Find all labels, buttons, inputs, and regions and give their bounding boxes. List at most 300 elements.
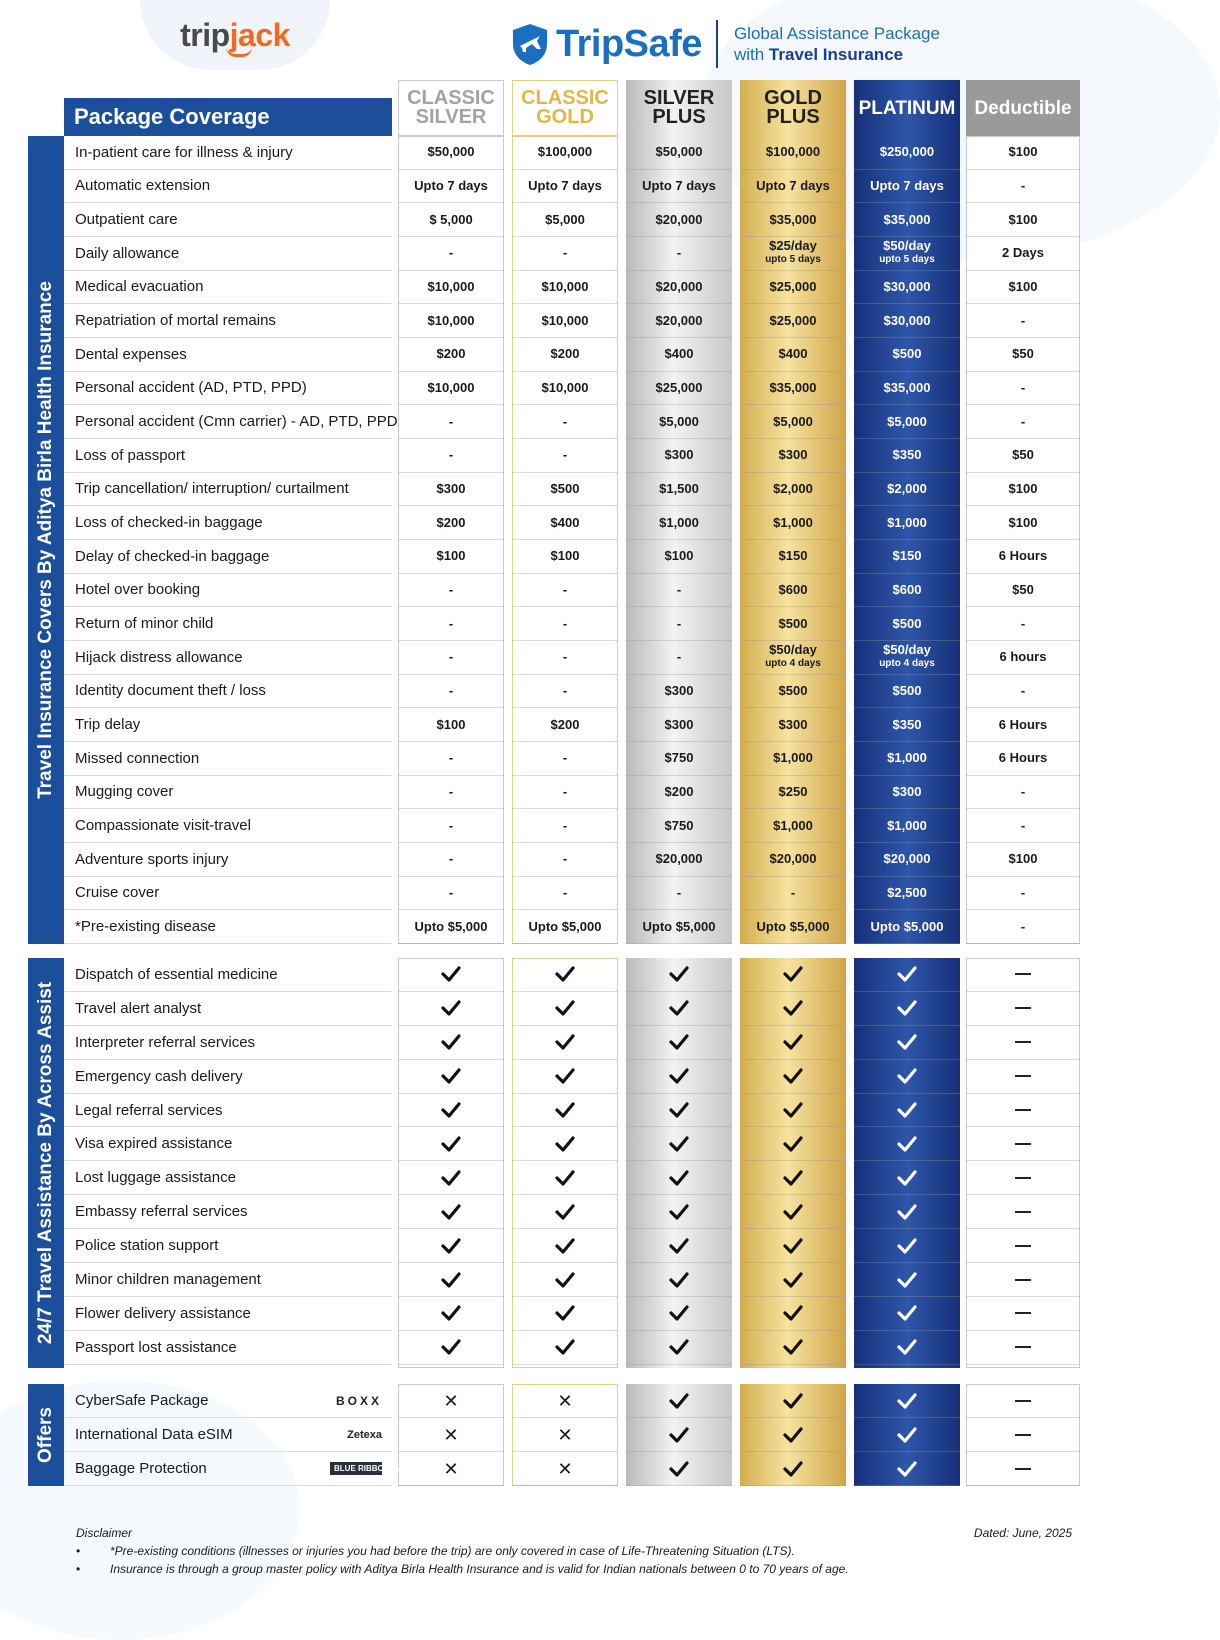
coverage-label: Return of minor child [64, 607, 392, 641]
check-icon [440, 997, 462, 1019]
cell-value: $30,000 [883, 312, 931, 328]
cell-value: $500 [892, 682, 922, 698]
assist-row [64, 1026, 1080, 1060]
value-deductible [966, 708, 1080, 742]
assist-classic-silver [398, 1026, 504, 1060]
cell-value: - [448, 817, 454, 833]
offer-deductible [966, 1452, 1080, 1486]
coverage-label: Dental expenses [64, 338, 392, 372]
cell-value: $750 [664, 750, 694, 766]
value-platinum [854, 203, 960, 237]
offer-platinum [854, 1418, 960, 1452]
value-classic-gold [512, 170, 618, 204]
col-header-gold-plus [740, 80, 846, 136]
assist-gold-plus [740, 1128, 846, 1162]
check-icon [668, 963, 690, 985]
coverage-row [64, 473, 1080, 507]
offer-gold-plus [740, 1452, 846, 1486]
cell-value: $35,000 [769, 211, 817, 227]
check-icon [440, 963, 462, 985]
assist-label: Travel alert analyst [64, 992, 392, 1026]
value-platinum [854, 675, 960, 709]
coverage-row [64, 405, 1080, 439]
assist-platinum [854, 958, 960, 992]
cell-value: $10,000 [541, 379, 589, 395]
cell-value: $300 [664, 682, 694, 698]
disclaimer-text-1: *Pre-existing conditions (illnesses or injuries you had before the trip) are only covered in case of Life-Threatening Situation (LTS). [110, 1544, 795, 1558]
disclaimer-text-2: Insurance is through a group master policy with Aditya Birla Health Insurance and is valid for Indian nationals between 0 to 70 years of age. [110, 1562, 849, 1576]
value-classic-silver [398, 574, 504, 608]
value-classic-gold [512, 607, 618, 641]
section-assist-text: 24/7 Travel Assistance By Across Assist [35, 981, 56, 1345]
check-icon [440, 1235, 462, 1257]
cell-subvalue: upto 5 days [879, 254, 935, 266]
value-classic-gold [512, 271, 618, 305]
assist-deductible [966, 1263, 1080, 1297]
coverage-label: Compassionate visit-travel [64, 809, 392, 843]
check-icon [896, 1133, 918, 1155]
assist-deductible [966, 1297, 1080, 1331]
value-deductible [966, 809, 1080, 843]
cell-value: - [448, 615, 454, 631]
cell-value: $ 5,000 [429, 211, 473, 227]
assist-row [64, 992, 1080, 1026]
cell-value: $50 [1012, 581, 1034, 597]
value-classic-gold [512, 641, 618, 675]
check-icon [896, 1269, 918, 1291]
check-icon [782, 1424, 804, 1446]
cell-value: - [562, 851, 568, 867]
value-classic-silver [398, 170, 504, 204]
cell-value: $300 [778, 447, 808, 463]
check-icon [896, 1424, 918, 1446]
value-deductible [966, 439, 1080, 473]
cell-value: $1,000 [773, 750, 813, 766]
cell-value: $500 [892, 346, 922, 362]
assist-label: Interpreter referral services [64, 1026, 392, 1060]
value-classic-silver [398, 506, 504, 540]
check-icon [896, 1458, 918, 1480]
value-deductible [966, 203, 1080, 237]
value-classic-gold [512, 708, 618, 742]
coverage-label: Trip delay [64, 708, 392, 742]
coverage-label: Trip cancellation/ interruption/ curtailment [64, 473, 392, 507]
value-classic-gold [512, 439, 618, 473]
assist-deductible [966, 1128, 1080, 1162]
assist-platinum [854, 1263, 960, 1297]
value-deductible [966, 271, 1080, 305]
assist-row [64, 1195, 1080, 1229]
cell-value: $250 [778, 783, 808, 799]
cell-value: $500 [778, 682, 808, 698]
check-icon [896, 1167, 918, 1189]
value-classic-gold [512, 203, 618, 237]
value-platinum [854, 574, 960, 608]
offer-label-cell [64, 1384, 392, 1418]
cell-value: - [1020, 413, 1026, 429]
cell-value: $50,000 [427, 144, 475, 160]
check-icon [782, 1099, 804, 1121]
bullet: • [76, 1562, 81, 1576]
cell-value: $5,000 [887, 413, 927, 429]
coverage-row [64, 809, 1080, 843]
cell-value: $100 [1008, 514, 1038, 530]
check-icon [782, 1167, 804, 1189]
check-icon [554, 1065, 576, 1087]
check-icon [896, 1235, 918, 1257]
value-gold-plus [740, 170, 846, 204]
value-silver-plus [626, 877, 732, 911]
check-icon [668, 1424, 690, 1446]
assist-row [64, 1161, 1080, 1195]
check-icon [668, 1201, 690, 1223]
value-classic-silver [398, 742, 504, 776]
coverage-label: Daily allowance [64, 237, 392, 271]
value-classic-silver [398, 910, 504, 944]
cell-value: Upto 7 days [528, 177, 602, 193]
cross-icon: ✕ [443, 1424, 459, 1445]
value-deductible [966, 170, 1080, 204]
cell-value: $100 [550, 548, 580, 564]
shield-plane-icon [510, 22, 550, 66]
offer-label-cell [64, 1452, 415, 1486]
dash-icon [1015, 1279, 1031, 1281]
value-deductible [966, 675, 1080, 709]
cell-value: $100 [1008, 278, 1038, 294]
value-platinum [854, 877, 960, 911]
section-offers-label [28, 1384, 64, 1486]
section-insurance-text: Travel Insurance Covers By Aditya Birla Health Insurance [35, 281, 56, 799]
value-classic-gold [512, 405, 618, 439]
cell-value: Upto 7 days [642, 177, 716, 193]
partner-logo: BOXX [335, 1393, 382, 1408]
cell-value: - [448, 682, 454, 698]
value-platinum [854, 304, 960, 338]
logo-text-trip: trip [180, 16, 230, 53]
cell-value: $1,000 [659, 514, 699, 530]
check-icon [782, 1390, 804, 1412]
cell-value: $20,000 [655, 312, 703, 328]
check-icon [782, 997, 804, 1019]
coverage-label: Mugging cover [64, 776, 392, 810]
value-silver-plus [626, 910, 732, 944]
cell-value: $100 [436, 716, 466, 732]
assist-row [64, 1297, 1080, 1331]
offer-deductible [966, 1418, 1080, 1452]
value-deductible [966, 338, 1080, 372]
col-header-line: PLATINUM [858, 97, 956, 119]
cell-value: $50,000 [655, 144, 703, 160]
value-gold-plus [740, 203, 846, 237]
col-header-classic-gold [512, 80, 618, 136]
cell-value: $2,000 [887, 480, 927, 496]
value-classic-gold [512, 237, 618, 271]
coverage-label: Hotel over booking [64, 574, 392, 608]
cell-subvalue: upto 4 days [765, 658, 821, 670]
value-classic-silver [398, 675, 504, 709]
cell-value: $100 [664, 548, 694, 564]
cell-value: $1,000 [773, 514, 813, 530]
offer-label: CyberSafe Package [75, 1392, 209, 1409]
value-classic-gold [512, 877, 618, 911]
value-platinum [854, 338, 960, 372]
offer-deductible [966, 1384, 1080, 1418]
cell-value: $750 [664, 817, 694, 833]
value-silver-plus [626, 271, 732, 305]
cell-value: $400 [550, 514, 580, 530]
cell-value: - [562, 581, 568, 597]
col-header-deductible [966, 80, 1080, 136]
cell-value: $300 [436, 480, 466, 496]
value-platinum [854, 708, 960, 742]
check-icon [554, 997, 576, 1019]
cross-icon: ✕ [557, 1458, 573, 1479]
assist-classic-silver [398, 1060, 504, 1094]
assist-classic-silver [398, 1161, 504, 1195]
disclaimer-title: Disclaimer [76, 1526, 133, 1540]
divider [716, 20, 718, 68]
cell-value: $10,000 [541, 312, 589, 328]
coverage-row [64, 742, 1080, 776]
dash-icon [1015, 1109, 1031, 1111]
package-coverage-header: Package Coverage [64, 98, 392, 136]
check-icon [440, 1031, 462, 1053]
cell-value: $400 [664, 346, 694, 362]
value-classic-silver [398, 304, 504, 338]
assist-silver-plus [626, 1128, 732, 1162]
coverage-row [64, 506, 1080, 540]
check-icon [554, 1031, 576, 1053]
check-icon [782, 1235, 804, 1257]
value-deductible [966, 843, 1080, 877]
offer-classic-silver [398, 1452, 504, 1486]
assist-classic-gold [512, 1331, 618, 1365]
assist-label: Visa expired assistance [64, 1128, 392, 1162]
cell-value: Upto 7 days [870, 177, 944, 193]
assist-deductible [966, 1094, 1080, 1128]
value-platinum [854, 607, 960, 641]
logo-text-jack: jack [229, 16, 290, 53]
check-icon [782, 1065, 804, 1087]
value-deductible [966, 506, 1080, 540]
cell-value: $300 [664, 716, 694, 732]
cell-value: $200 [550, 346, 580, 362]
cell-value: - [562, 817, 568, 833]
cell-value: $25/day [769, 238, 817, 254]
assist-silver-plus [626, 1297, 732, 1331]
assist-platinum [854, 1094, 960, 1128]
value-classic-gold [512, 574, 618, 608]
check-icon [896, 1390, 918, 1412]
check-icon [554, 1302, 576, 1324]
assist-classic-silver [398, 1195, 504, 1229]
value-classic-silver [398, 271, 504, 305]
offer-silver-plus [626, 1384, 732, 1418]
cell-value: - [562, 682, 568, 698]
offer-row [64, 1384, 1080, 1418]
cell-value: - [676, 884, 682, 900]
cell-value: - [1020, 312, 1026, 328]
assist-classic-gold [512, 992, 618, 1026]
cell-value: $50/day [769, 642, 817, 658]
dash-icon [1015, 1177, 1031, 1179]
assist-classic-gold [512, 1128, 618, 1162]
value-gold-plus [740, 136, 846, 170]
value-deductible [966, 405, 1080, 439]
assist-label: Passport lost assistance [64, 1331, 392, 1365]
cell-value: - [676, 581, 682, 597]
check-icon [554, 1269, 576, 1291]
value-gold-plus [740, 540, 846, 574]
coverage-row [64, 271, 1080, 305]
cell-value: - [562, 447, 568, 463]
value-classic-gold [512, 372, 618, 406]
cell-value: $10,000 [541, 278, 589, 294]
value-classic-gold [512, 910, 618, 944]
assist-label: Flower delivery assistance [64, 1297, 392, 1331]
coverage-row [64, 910, 1080, 944]
value-silver-plus [626, 473, 732, 507]
cell-value: $350 [892, 447, 922, 463]
assist-platinum [854, 1331, 960, 1365]
check-icon [440, 1269, 462, 1291]
value-gold-plus [740, 607, 846, 641]
value-platinum [854, 641, 960, 675]
check-icon [782, 1269, 804, 1291]
value-classic-silver [398, 405, 504, 439]
value-platinum [854, 372, 960, 406]
check-icon [896, 1099, 918, 1121]
coverage-row [64, 607, 1080, 641]
cell-value: - [448, 447, 454, 463]
cell-value: $100 [1008, 211, 1038, 227]
coverage-label: *Pre-existing disease [64, 910, 392, 944]
value-gold-plus [740, 843, 846, 877]
cell-value: $600 [778, 581, 808, 597]
coverage-row [64, 877, 1080, 911]
tagline [734, 23, 940, 65]
check-icon [896, 963, 918, 985]
check-icon [668, 1099, 690, 1121]
value-deductible [966, 607, 1080, 641]
offer-silver-plus [626, 1418, 732, 1452]
value-deductible [966, 237, 1080, 271]
assist-classic-gold [512, 1060, 618, 1094]
cell-value: - [1020, 918, 1026, 934]
cell-value: $35,000 [883, 211, 931, 227]
cell-value: $50/day [883, 642, 931, 658]
dash-icon [1015, 1434, 1031, 1436]
cell-subvalue: upto 4 days [879, 658, 935, 670]
col-header-line: CLASSIC [407, 87, 495, 109]
value-classic-gold [512, 675, 618, 709]
value-deductible [966, 910, 1080, 944]
cell-value: - [448, 649, 454, 665]
offer-classic-gold [512, 1384, 618, 1418]
section-insurance-label [28, 136, 64, 944]
check-icon [782, 1336, 804, 1358]
assist-gold-plus [740, 1060, 846, 1094]
cell-value: Upto 7 days [414, 177, 488, 193]
assist-classic-gold [512, 958, 618, 992]
check-icon [554, 1133, 576, 1155]
check-icon [668, 1302, 690, 1324]
assist-platinum [854, 1128, 960, 1162]
cell-value: $1,000 [887, 750, 927, 766]
cell-value: $10,000 [427, 278, 475, 294]
assist-deductible [966, 1229, 1080, 1263]
value-silver-plus [626, 405, 732, 439]
cell-value: $150 [892, 548, 922, 564]
assist-gold-plus [740, 1161, 846, 1195]
cell-value: $200 [436, 514, 466, 530]
cell-value: $300 [892, 783, 922, 799]
cross-icon: ✕ [557, 1424, 573, 1445]
value-silver-plus [626, 540, 732, 574]
assist-platinum [854, 1060, 960, 1094]
check-icon [554, 1167, 576, 1189]
value-classic-silver [398, 607, 504, 641]
assist-classic-silver [398, 1128, 504, 1162]
assist-deductible [966, 958, 1080, 992]
cell-value: $350 [892, 716, 922, 732]
tagline-with: with [733, 45, 769, 64]
value-platinum [854, 910, 960, 944]
cell-value: $1,500 [659, 480, 699, 496]
assist-label: Police station support [64, 1229, 392, 1263]
cell-value: $1,000 [887, 817, 927, 833]
value-classic-silver [398, 237, 504, 271]
value-platinum [854, 809, 960, 843]
assist-deductible [966, 1026, 1080, 1060]
coverage-row [64, 372, 1080, 406]
check-icon [554, 963, 576, 985]
value-silver-plus [626, 809, 732, 843]
value-gold-plus [740, 910, 846, 944]
assist-classic-gold [512, 1229, 618, 1263]
value-classic-silver [398, 776, 504, 810]
cell-value: $50 [1012, 447, 1034, 463]
cell-value: $50 [1012, 346, 1034, 362]
cell-value: - [562, 245, 568, 261]
cell-value: $20,000 [655, 211, 703, 227]
value-classic-gold [512, 304, 618, 338]
cell-value: $100,000 [765, 144, 821, 160]
coverage-label: Identity document theft / loss [64, 675, 392, 709]
value-classic-silver [398, 877, 504, 911]
cell-value: - [562, 649, 568, 665]
coverage-row [64, 439, 1080, 473]
value-gold-plus [740, 776, 846, 810]
value-platinum [854, 271, 960, 305]
disclaimer-line-1 [76, 1544, 795, 1558]
coverage-row [64, 641, 1080, 675]
assist-label: Minor children management [64, 1263, 392, 1297]
value-platinum [854, 405, 960, 439]
tripjack-logo [140, 0, 330, 70]
value-gold-plus [740, 742, 846, 776]
cell-value: $35,000 [769, 379, 817, 395]
check-icon [440, 1133, 462, 1155]
value-classic-gold [512, 540, 618, 574]
assist-gold-plus [740, 1263, 846, 1297]
check-icon [896, 997, 918, 1019]
cell-value: $20,000 [655, 278, 703, 294]
assist-classic-silver [398, 1297, 504, 1331]
value-classic-gold [512, 843, 618, 877]
cell-value: - [1020, 682, 1026, 698]
cell-value: - [790, 884, 796, 900]
